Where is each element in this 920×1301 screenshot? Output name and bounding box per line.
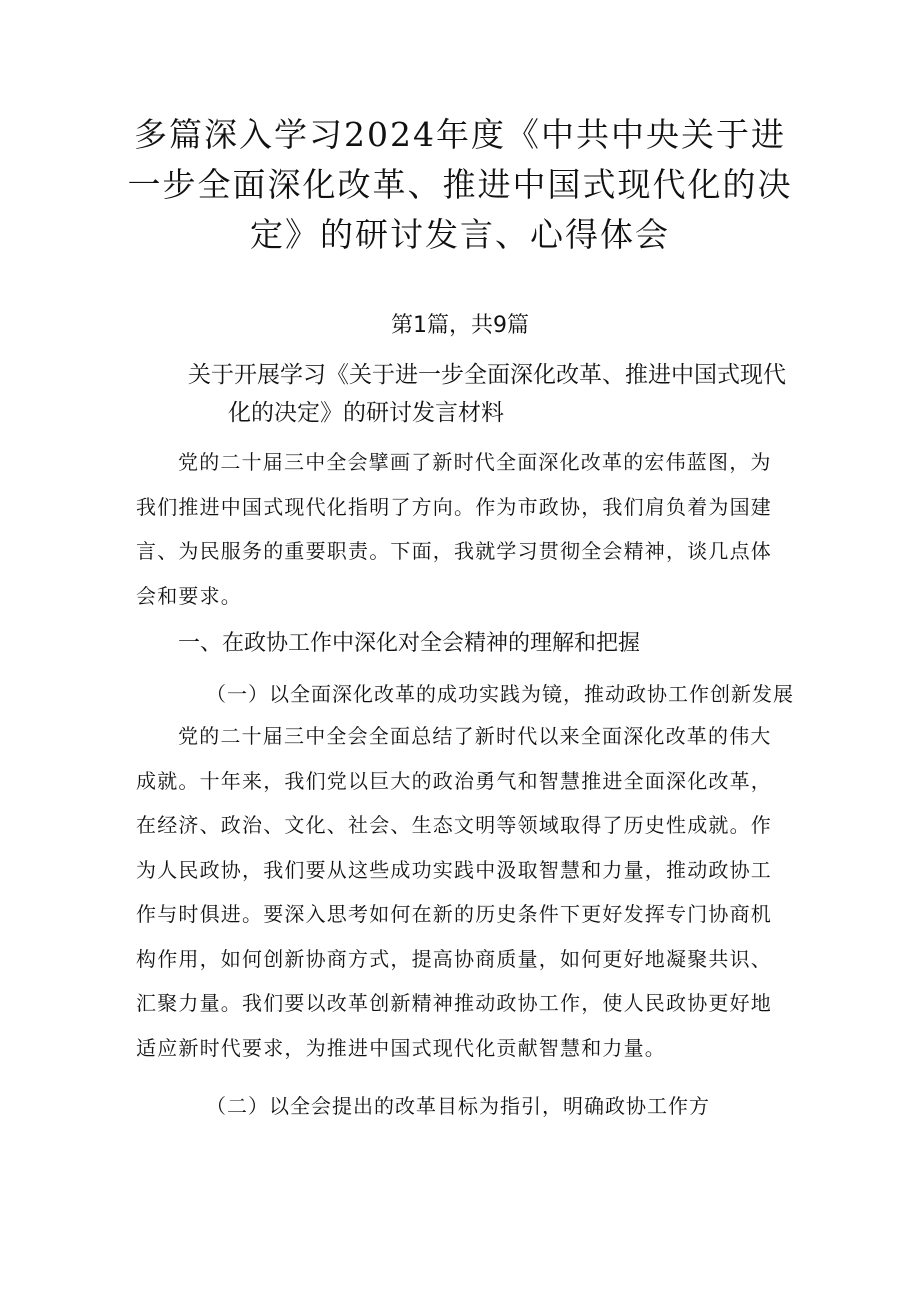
- article-heading-line: 关于开展学习《关于进一步全面深化改革、推进中国式现代: [188, 362, 786, 388]
- document-title: [100, 110, 820, 260]
- article-heading-line: 化的决定》的研讨发言材料: [228, 400, 504, 426]
- paragraph-line: 汇聚力量。我们要以改革创新精神推动政协工作，使人民政协更好地: [136, 991, 772, 1015]
- paragraph-line: 为人民政协，我们要从这些成功实践中汲取智慧和力量，推动政协工: [136, 857, 772, 882]
- paragraph-line: 作与时俱进。要深入思考如何在新的历史条件下更好发挥专门协商机: [136, 902, 772, 926]
- article-counter: 第1篇，共9篇: [391, 313, 529, 338]
- paragraph-line: 构作用，如何创新协商方式，提高协商质量，如何更好地凝聚共识、: [136, 946, 772, 971]
- paragraph-line: 会和要求。: [136, 583, 242, 608]
- subsection-heading: （二）以全会提出的改革目标为指引，明确政协工作方: [206, 1094, 710, 1118]
- intro-paragraph: [136, 440, 786, 618]
- paragraph-line: 言、为民服务的重要职责。下面，我就学习贯彻全会精神，谈几点体: [136, 539, 772, 563]
- title-line: 一步全面深化改革、推进中国式现代化的决: [127, 165, 793, 204]
- title-line: 多篇深入学习2024年度《中共中央关于进: [134, 115, 786, 154]
- paragraph-line: 成就。十年来，我们党以巨大的政治勇气和智慧推进全面深化改革，: [136, 768, 772, 793]
- paragraph-line: 党的二十届三中全会全面总结了新时代以来全面深化改革的伟大: [178, 724, 772, 748]
- subsection-paragraph: [136, 714, 786, 1070]
- article-heading: [100, 356, 820, 432]
- section-heading: 一、在政协工作中深化对全会精神的理解和把握: [178, 631, 641, 656]
- paragraph-line: 适应新时代要求，为推进中国式现代化贡献智慧和力量。: [136, 1035, 666, 1060]
- title-line: 定》的研讨发言、心得体会: [250, 215, 670, 254]
- paragraph-line: 我们推进中国式现代化指明了方向。作为市政协，我们肩负着为国建: [136, 494, 772, 519]
- subsection-heading: （一）以全面深化改革的成功实践为镜，推动政协工作创新发展: [206, 682, 794, 706]
- paragraph-line: 党的二十届三中全会擘画了新时代全面深化改革的宏伟蓝图，为: [178, 450, 772, 474]
- paragraph-line: 在经济、政治、文化、社会、生态文明等领域取得了历史性成就。作: [136, 813, 772, 837]
